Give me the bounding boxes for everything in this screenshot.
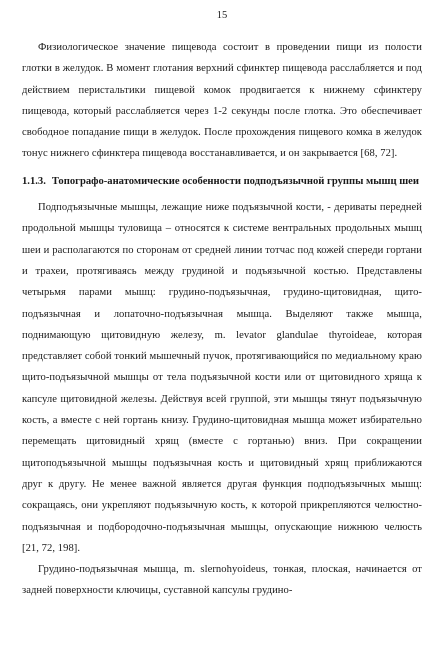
paragraph-sternohyoid-muscle: Грудино-подъязычная мышца, m. slernohyoideus, тонкая, плоская, начинается от задней поверхности ключицы, суставной капсулы грудино-	[22, 564, 422, 597]
page-number: 15	[216, 10, 228, 21]
section-number: 1.1.3.	[22, 175, 46, 187]
section-title: Топографо-анатомические особенности подподъязычной группы мышц шеи	[51, 175, 419, 187]
section-heading	[22, 165, 422, 197]
paragraph-esophagus-physiology: Физиологическое значение пищевода состоит в проведении пищи из полости глотки в желудок. В момент глотания верхний сфинктер пищевода расслабляется и под действием перистальтики пищевой комок продвигается к нижнему сфинктеру пищевода, который расслабляется через 1-2 секунды после глотка. Это обеспечивает свободное попадание пищи в желудок. После прохождения пищевого комка в желудок тонус нижнего сфинктера пищевода восстанавливается, и он закрывается [68, 72].	[22, 42, 422, 160]
paragraph-infrahyoid-muscles: Подподъязычные мышцы, лежащие ниже подъязычной кости, - дериваты передней продольной мышцы туловища – относятся к системе вентральных продольных мышц шеи и располагаются по сторонам от средней линии тотчас под кожей спереди гортани и трахеи, протягиваясь между грудиной и подъязычной костью. Представлены четырьмя парами мышц: грудино-подъязычная, грудино-щитовидная, щито-подъязычная и лопаточно-подъязычная мышца. Выделяют также мышца, поднимающую щитовидную железу, m. levator glandulae thyroideae, которая представляет собой тонкий мышечный пучок, протягивающийся по медиальному краю щито-подъязычной мышцы от тела подъязычной кости или от щитовидного хряща к капсуле щитовидной железы. Действуя всей группой, эти мышцы тянут подъязычную кость, а вместе с ней гортань книзу. Грудино-щитовидная мышца может избирательно перемещать щитовидный хрящ (вместе с гортанью) вниз. При сокращении щитоподъязычной мышцы подъязычная кость и щитовидный хрящ приближаются друг к другу. Не менее важной является другая функция подподъязычных мышц: сокращаясь, они укрепляют подъязычную кость, к которой прикрепляются челюстно-подъязычная и подбородочно-подъязычная мышцы, опускающие нижнюю челюсть [21, 72, 198].	[22, 202, 422, 554]
